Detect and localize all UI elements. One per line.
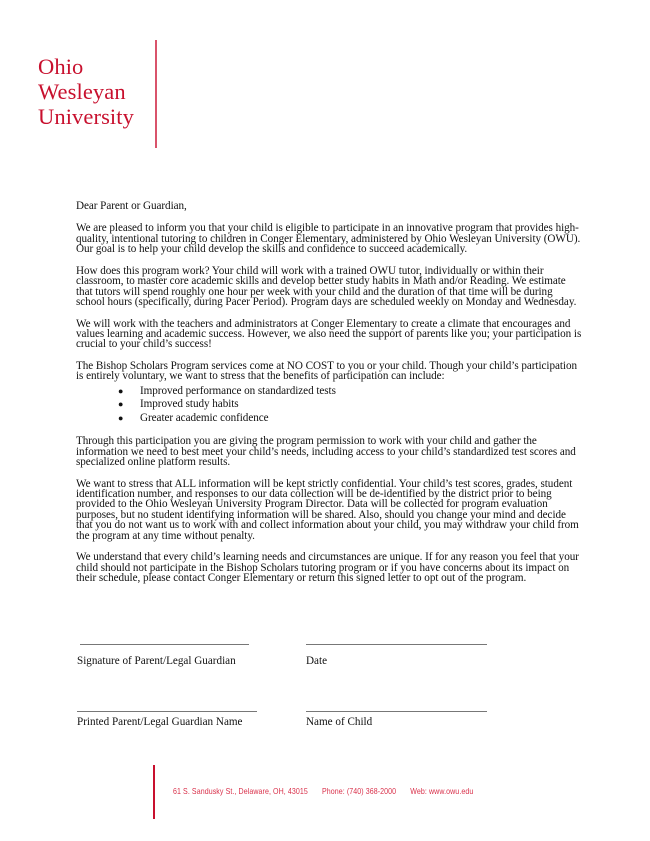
benefits-list [76, 385, 582, 426]
paragraph-intro: We are pleased to inform you that your child is eligible to participate in an innovative program that provides high-quality, intentional tutoring to children in Conger Elementary, administered by Ohio Wesleyan University (OWU). Our goal is to help your child develop the skills and confidence to succeed academically. [76, 222, 581, 256]
paragraph-no-cost: The Bishop Scholars Program services come at NO COST to you or your child. Though your child’s participation is entirely voluntary, we want to stress that the benefits of participation can include: [76, 360, 578, 383]
printed-name-label: Printed Parent/Legal Guardian Name [77, 716, 243, 728]
list-item [76, 398, 582, 412]
paragraph-how-it-works: How does this program work? Your child will work with a trained OWU tutor, individually or within their classroom, to master core academic skills and develop better study habits in Math and/or Reading. We estimate that tutors will spend roughly one hour per week with your child and the duration of that time will be during school hours (specifically, during Pacer Period). Program days are scheduled weekly on Monday and Wednesday. [76, 264, 577, 309]
printed-name-field[interactable] [77, 711, 257, 712]
paragraph-permission: Through this participation you are giving the program permission to work with your child and gather the information we need to best meet your child’s needs, including access to your child’s standardized test scores and specialized online platform results. [76, 435, 576, 468]
list-item [76, 412, 582, 426]
benefit-text: Improved study habits [140, 398, 239, 411]
paragraph-confidentiality: We want to stress that ALL information will be kept strictly confidential. Your child’s test scores, grades, student identification number, and responses to our data collection will be de-identified by the district prior to being provided to the Ohio Wesleyan University Program Director. Data will be collected for program evaluation purposes, but no student identifying information will be shared. Also, should you change your mind and decide that you do not want us to work with and collect information about your child, you may withdraw your child from the program at any time without penalty. [76, 477, 579, 542]
university-logo [38, 54, 134, 129]
bullet-icon: ● [118, 385, 124, 396]
paragraph-opt-out: We understand that every child’s learning needs and circumstances are unique. If for any reason you feel that your child should not participate in the Bishop Scholars tutoring program or if you have concerns about its impact on their schedule, please contact Conger Elementary or return this signed letter to opt out of the program. [76, 551, 579, 584]
bullet-icon: ● [118, 413, 124, 424]
logo-line-university: University [38, 104, 134, 129]
footer-divider [153, 765, 155, 819]
footer-address: 61 S. Sandusky St., Delaware, OH, 43015 [173, 787, 308, 796]
benefit-text: Improved performance on standardized tests [140, 384, 336, 397]
list-item [76, 385, 582, 399]
child-name-label: Name of Child [306, 716, 373, 728]
benefit-text: Greater academic confidence [140, 412, 269, 425]
footer-phone: Phone: (740) 368-2000 [321, 787, 397, 796]
parent-signature-label: Signature of Parent/Legal Guardian [77, 655, 236, 667]
letter-body [76, 201, 582, 595]
footer-web: Web: www.owu.edu [410, 787, 474, 796]
parent-signature-field[interactable] [80, 644, 249, 645]
header-divider [155, 40, 157, 148]
date-field[interactable] [306, 644, 487, 645]
logo-line-ohio: Ohio [38, 54, 84, 79]
logo-line-wesleyan: Wesleyan [38, 79, 126, 104]
child-name-field[interactable] [306, 711, 487, 712]
date-label: Date [306, 655, 328, 667]
paragraph-support: We will work with the teachers and administrators at Conger Elementary to create a climate that encourages and values learning and academic success. However, we also need the support of parents like you; your participation is crucial to your child’s success! [76, 317, 582, 351]
salutation: Dear Parent or Guardian, [76, 200, 187, 212]
bullet-icon: ● [118, 399, 124, 410]
footer-contact [173, 787, 473, 796]
